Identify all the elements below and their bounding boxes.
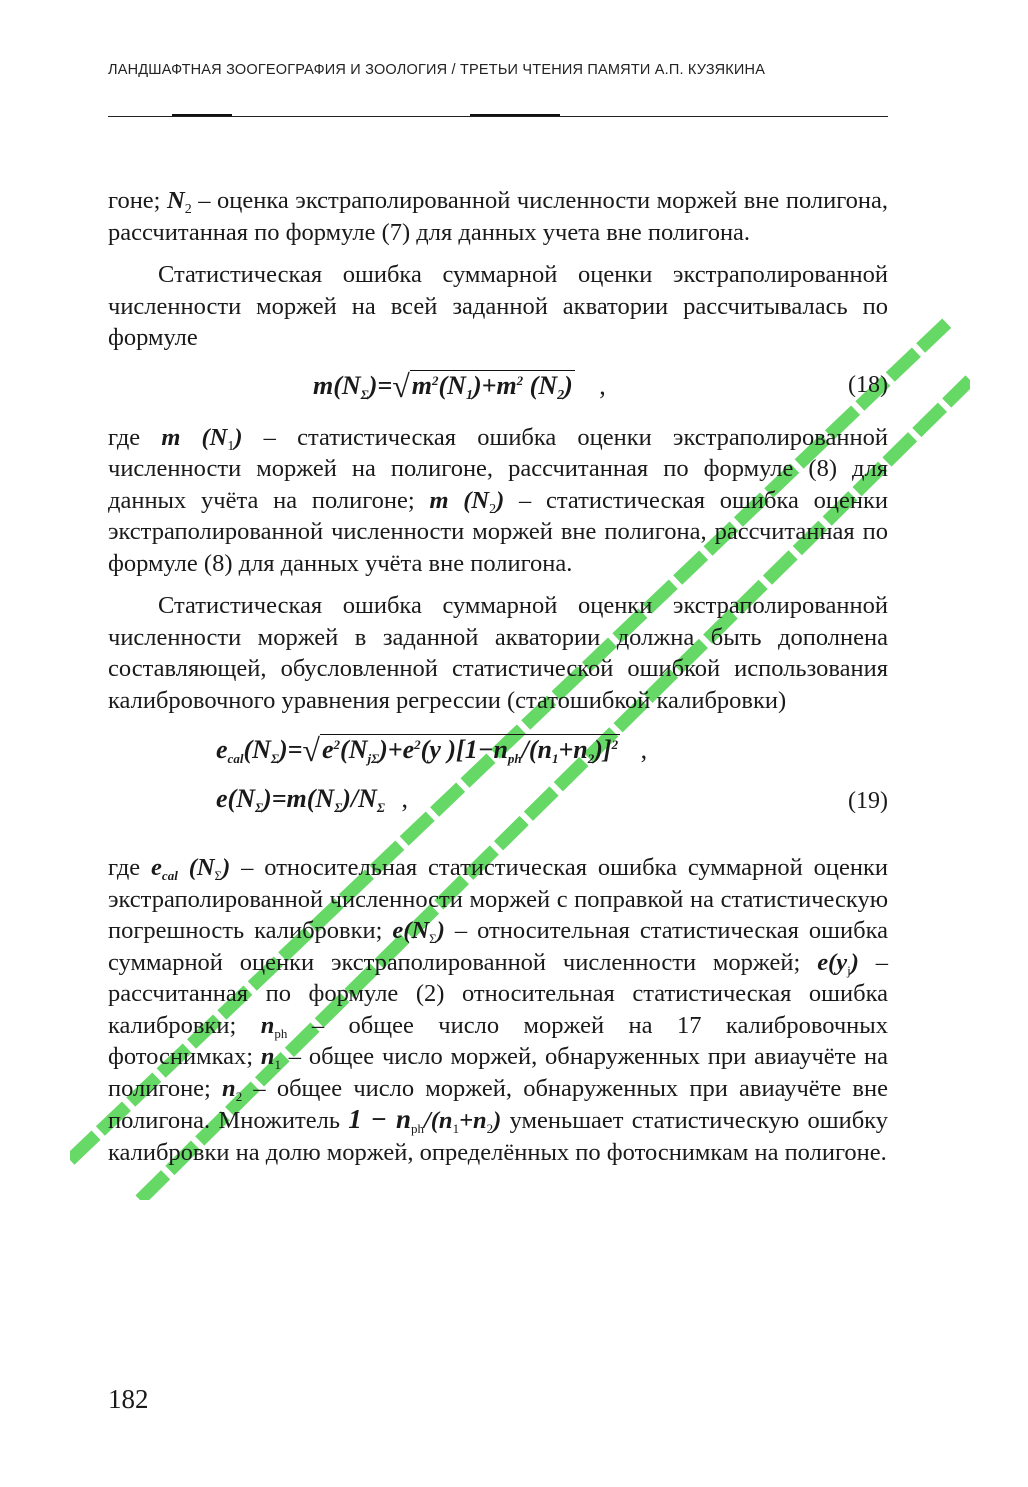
paragraph-5: где $e_{cal}$ $(N_\Sigma)$ – относительная статистическая ошибка суммарной оценки экстраполированной численности моржей с поправкой на статистическую погрешность калибровки; $e(N_\Sigma)$ – относительная статистическая ошибка суммарной оценки экстраполированной численности моржей; $e(y_j)$ – рассчитанная по формуле (2) относительная статистическая ошибка калибровки; $n_{ph}$ – общее число моржей на 17 калибровочных фотоснимках; $n_1$ – общее число моржей, обнаруженных при авиаучёте на полигоне; $n_2$ – общее число моржей, обнаруженных при авиаучёте вне полигона. Множитель $1 - n_{ph}/(n_1+n_2)$ уменьшает статистическую ошибку калибровки на долю моржей, определённых по фотоснимкам на полигоне. (108, 854, 889, 1166)
page-number: 182 (108, 1384, 149, 1414)
paragraph-4: Статистическая ошибка суммарной оценки экстраполированной численности моржей в заданной акватории должна быть дополнена составляющей, обусловленной статистической ошибкой использования калибровочного уравнения регрессии (статошибкой калибровки) (108, 592, 888, 714)
header-rule (108, 116, 888, 117)
equation-19: $ecal(N\Sigma)=√e^2(Nj\Sigma)+e^2(y$ )$[1-nph/(n1+n2)]^2$ , e(NΣ)=m(NΣ)/NΣ , (19) (216, 732, 888, 815)
equation-number-18: (18) (848, 371, 888, 398)
paragraph-3: где m $(N_1)$ – статистическая ошибка оценки экстраполированной численности моржей на полигоне, рассчитанная по формуле (8) для данных учёта на полигоне; m $(N_2)$ – статистическая ошибка оценки экстраполированной численности моржей вне полигона, рассчитанная по формуле (8) для данных учёта вне полигона. (108, 423, 889, 577)
paragraph-1: гоне; $N_2$ – оценка экстраполированной численности моржей вне полигона, рассчитанная по формуле (7) для данных учета вне полигона. (108, 187, 889, 246)
header-rule-mark (172, 114, 232, 116)
sqrt-icon: √ (302, 732, 320, 768)
header-rule-mark (470, 114, 560, 116)
running-header: ЛАНДШАФТНАЯ ЗООГЕОГРАФИЯ И ЗООЛОГИЯ / ТРЕТЬИ ЧТЕНИЯ ПАМЯТИ А.П. КУЗЯКИНА (108, 62, 766, 78)
sqrt-icon: √ (392, 367, 410, 404)
equation-18: $m(N\Sigma)=√m^2(N_1)+m^2$ $(N_2)$ , (18) (313, 367, 888, 404)
equation-number-19: (19) (848, 788, 888, 814)
page-body (108, 185, 888, 1168)
paragraph-2: Статистическая ошибка суммарной оценки экстраполированной численности моржей на всей заданной акватории рассчитывалась по формуле (108, 261, 888, 351)
